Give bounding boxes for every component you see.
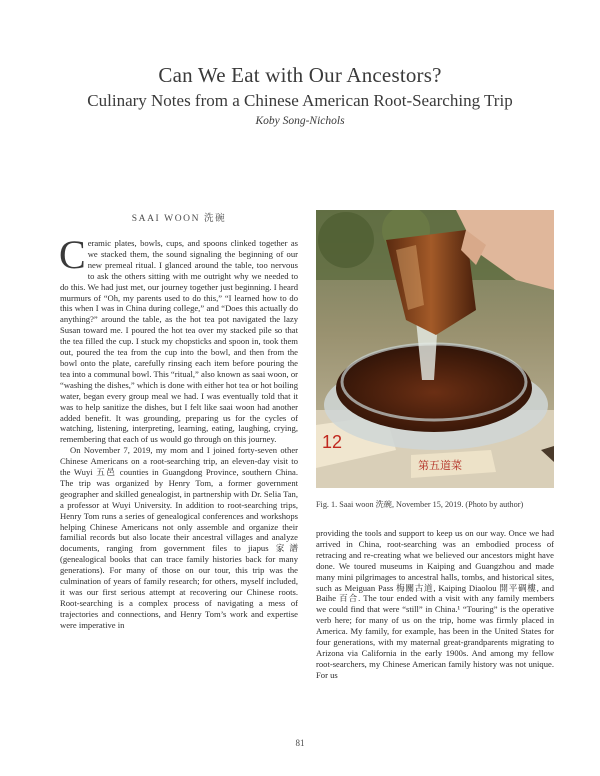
placemat-label: 第五道菜: [418, 459, 462, 472]
figure-photo: [316, 210, 554, 488]
section-heading: SAAI WOON 洗碗: [131, 214, 227, 224]
paragraph-3: providing the tools and support to keep us on our way. Once we had arrived in China, root-searching was an embodied process of retracing and re-creating what we believed our ancestors might have done. We toured museums in Kaiping and Guangzhou and made many mini pilgrimages to ancestral halls, tombs, and historical sites, such as Meiguan Pass 梅關古道, Kaiping Diaolou 開平碉樓, and Baihe 百合. The tour ended with a visit with any family members we could find that were “still” in China.¹ “Touring” is the operative verb here; for many of us on the trip, home was firmly placed in America. My family, for example, has been in the United States for four generations, with my maternal great-grandparents migrating to Arizona via California in the early 1900s. And among my fellow root-searchers, my Chinese American family history was not unique. For us: [316, 528, 554, 680]
drop-cap: C: [59, 232, 86, 277]
right-column: [316, 528, 554, 681]
article-author: Koby Song-Nichols: [255, 115, 345, 127]
tea-pouring-photo: [316, 210, 554, 488]
page-number: 81: [295, 738, 305, 748]
paragraph-2: On November 7, 2019, my mom and I joined forty-seven other Chinese Americans on a root-searching trip, an eleven-day visit to the Wuyi 五邑 counties in Guangdong Province, southern China. The trip was organized by Henry Tom, a former government geographer and skilled genealogist, in partnership with Dr. Selia Tan, a professor at Wuyi University. In addition to root-searching trips, Henry Tom runs a series of genealogical conferences and workshops helping Chinese Americans not only assemble and organize their familial records but also locate their ancestral villages and analyze documents, ranging from government files to jiapus 家譜 (genealogical books that can trace family histories back for many generations). For many of those on our tour, this trip was the culmination of years of family research; for others, myself included, it was our first serious attempt at recovering our Chinese roots. Root-searching is a complex process of navigating a mess of trajectories and connections, and Henry Tom’s work and expertise were imperative in: [60, 445, 298, 630]
placemat-number: 12: [322, 432, 343, 452]
left-column: [60, 210, 298, 631]
paragraph-1: [59, 232, 298, 445]
article-subtitle: Culinary Notes from a Chinese American Root-Searching Trip: [87, 91, 513, 110]
article-title: Can We Eat with Our Ancestors?: [158, 63, 442, 87]
paragraph-1-text: eramic plates, bowls, cups, and spoons clinked together as we stacked them, the sound signaling the beginning of our new premeal ritual. I glanced around the table, too nervous to ask the others sitting with me outright why we needed to do this. We had just met, our journey together just beginning. I heard murmurs of “Oh, my parents used to do this,” “I learned how to do this when I was in China during college,” and “Does this actually do anything?” around the table, as the hot tea pot navigated the lazy Susan toward me. I poured the hot tea over my stacked pile so that the tea filled the cup. I stuck my chopsticks and spoon in, took them out, poured the tea from the cup into the bowl, and then from the bowl onto the plate, carefully rinsing each item before pouring the tea into a communal bowl. This “ritual,” also known as saai woon, or “washing the dishes,” which is done with either hot tea or hot boiling water, began every group meal we had. I was eventually told that it was to help sanitize the dishes, but I felt like saai woon had another added benefit. It was grounding, preparing us for the cycles of watching, listening, interpreting, learning, eating, laughing, crying, remembering that each of us would go through on this journey.: [60, 238, 298, 445]
figure-caption: Fig. 1. Saai woon 洗碗, November 15, 2019. (Photo by author): [316, 500, 524, 509]
